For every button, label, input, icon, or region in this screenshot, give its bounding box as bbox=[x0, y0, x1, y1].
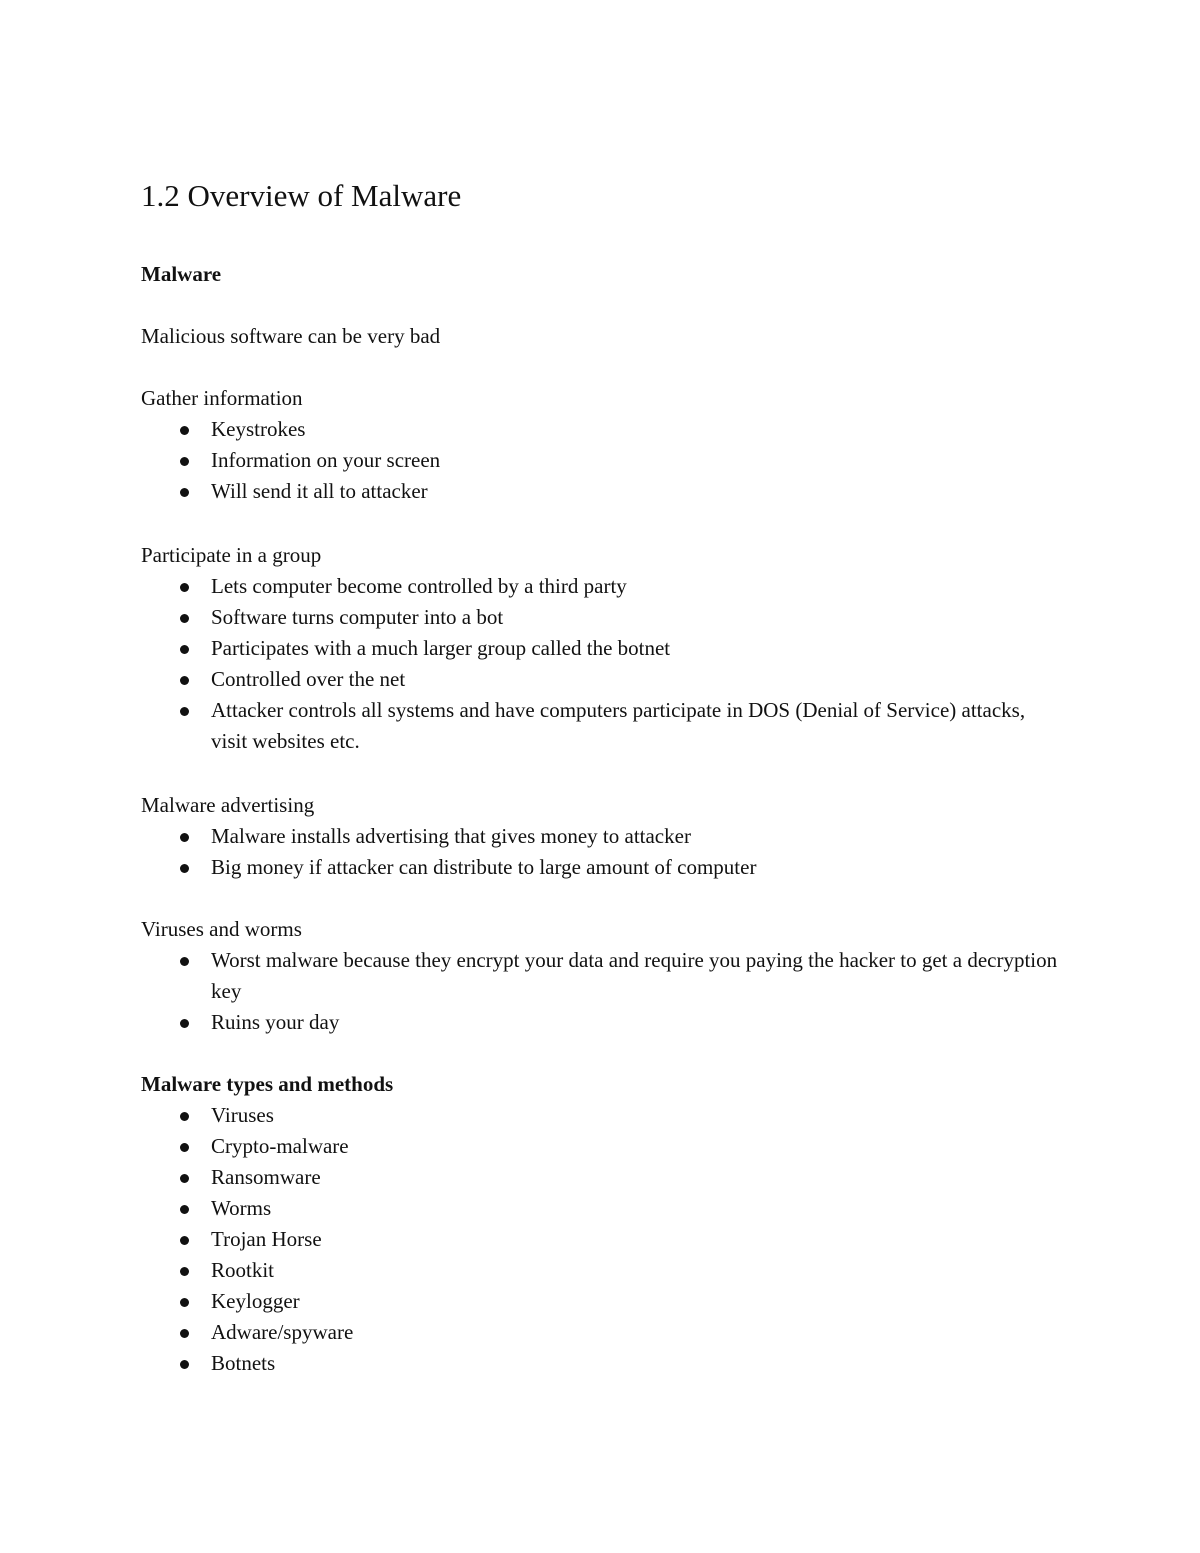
group-label: Viruses and worms bbox=[141, 917, 302, 941]
bullet-icon bbox=[180, 1019, 189, 1028]
page-title: 1.2 Overview of Malware bbox=[141, 178, 462, 213]
list-item: Worms bbox=[141, 1193, 1071, 1224]
bullet-icon bbox=[180, 583, 189, 592]
malware-section-heading-block bbox=[141, 259, 1071, 290]
list-item: Ruins your day bbox=[141, 1007, 1071, 1038]
bullet-icon bbox=[180, 707, 189, 716]
section-malware-types-and-methods bbox=[141, 1069, 1071, 1379]
group-label: Participate in a group bbox=[141, 543, 322, 567]
bullet-icon bbox=[180, 1112, 189, 1121]
bullet-icon bbox=[180, 1360, 189, 1369]
group-label: Gather information bbox=[141, 386, 303, 410]
intro-paragraph: Malicious software can be very bad bbox=[141, 324, 441, 348]
list-item: Participates with a much larger group called the botnet bbox=[141, 633, 1071, 664]
bullet-list bbox=[141, 1100, 1071, 1379]
list-item: Trojan Horse bbox=[141, 1224, 1071, 1255]
list-item: Keystrokes bbox=[141, 414, 1071, 445]
bullet-icon bbox=[180, 957, 189, 966]
bullet-icon bbox=[180, 1174, 189, 1183]
bullet-icon bbox=[180, 488, 189, 497]
list-item: Attacker controls all systems and have computers participate in DOS (Denial of Service) attacks, visit websites etc. bbox=[141, 695, 1071, 757]
group-label: Malware advertising bbox=[141, 793, 315, 817]
list-item: Viruses bbox=[141, 1100, 1071, 1131]
section-heading-types: Malware types and methods bbox=[141, 1072, 394, 1096]
group-participate-in-a-group bbox=[141, 540, 1071, 757]
list-item: Ransomware bbox=[141, 1162, 1071, 1193]
bullet-icon bbox=[180, 1205, 189, 1214]
list-item: Will send it all to attacker bbox=[141, 476, 1071, 507]
bullet-list bbox=[141, 414, 1071, 507]
list-item: Crypto-malware bbox=[141, 1131, 1071, 1162]
bullet-icon bbox=[180, 1236, 189, 1245]
bullet-icon bbox=[180, 1298, 189, 1307]
list-item: Lets computer become controlled by a third party bbox=[141, 571, 1071, 602]
list-item: Keylogger bbox=[141, 1286, 1071, 1317]
bullet-icon bbox=[180, 1143, 189, 1152]
bullet-list bbox=[141, 821, 1071, 883]
list-item: Adware/spyware bbox=[141, 1317, 1071, 1348]
bullet-icon bbox=[180, 457, 189, 466]
list-item: Big money if attacker can distribute to large amount of computer bbox=[141, 852, 1071, 883]
bullet-icon bbox=[180, 1329, 189, 1338]
list-item: Worst malware because they encrypt your data and require you paying the hacker to get a decryption key bbox=[141, 945, 1071, 1007]
group-viruses-and-worms bbox=[141, 914, 1071, 1038]
bullet-icon bbox=[180, 864, 189, 873]
bullet-icon bbox=[180, 676, 189, 685]
malware-intro-block bbox=[141, 321, 1071, 352]
group-malware-advertising bbox=[141, 790, 1071, 883]
bullet-list bbox=[141, 571, 1071, 757]
group-gather-information bbox=[141, 383, 1071, 507]
list-item: Information on your screen bbox=[141, 445, 1071, 476]
bullet-icon bbox=[180, 426, 189, 435]
list-item: Botnets bbox=[141, 1348, 1071, 1379]
list-item: Malware installs advertising that gives money to attacker bbox=[141, 821, 1071, 852]
bullet-icon bbox=[180, 833, 189, 842]
list-item: Rootkit bbox=[141, 1255, 1071, 1286]
bullet-list bbox=[141, 945, 1071, 1038]
bullet-icon bbox=[180, 1267, 189, 1276]
list-item: Controlled over the net bbox=[141, 664, 1071, 695]
bullet-icon bbox=[180, 614, 189, 623]
list-item: Software turns computer into a bot bbox=[141, 602, 1071, 633]
bullet-icon bbox=[180, 645, 189, 654]
section-heading-malware: Malware bbox=[141, 262, 222, 286]
